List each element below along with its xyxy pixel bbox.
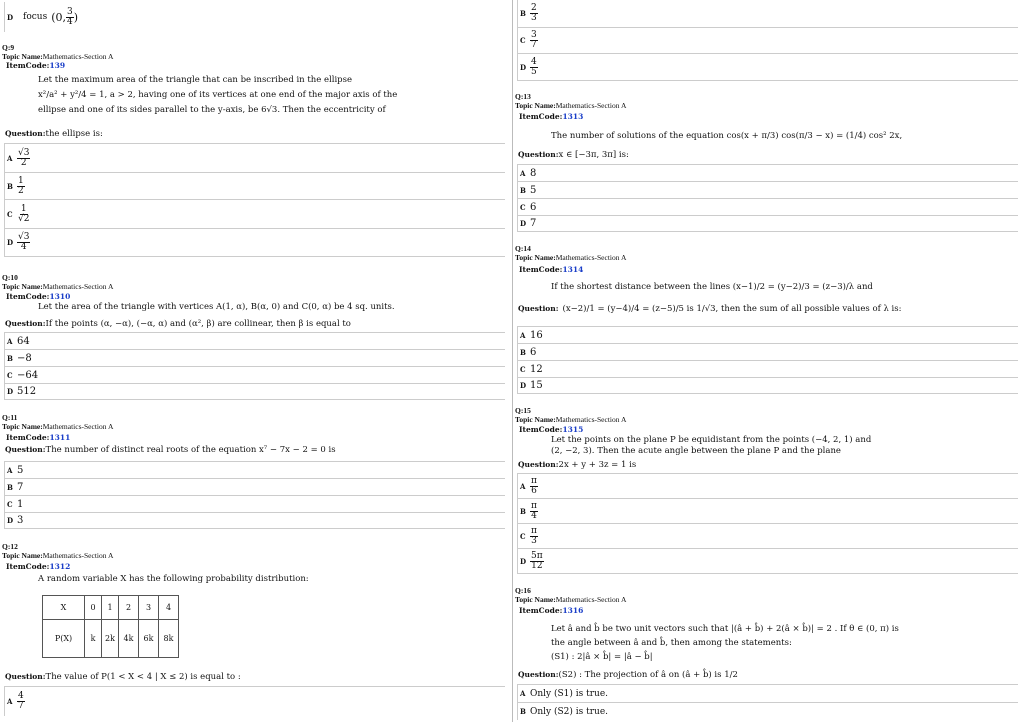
- stem-line: (x−2)/1 = (y−4)/4 = (z−5)/5 is 1/√3, then the sum of all possible values of λ is:: [562, 304, 902, 314]
- option-a[interactable]: [517, 684, 1018, 702]
- question-13: [515, 92, 1018, 160]
- topic-name: Topic Name:Mathematics-Section A: [515, 101, 627, 110]
- question-13-options: [515, 164, 1018, 232]
- table-cell: 4: [159, 596, 179, 620]
- option-letter: A: [520, 168, 526, 178]
- table-cell: 0: [85, 596, 102, 620]
- option-fraction: $\frac{5\pi}{12}$: [531, 550, 543, 571]
- option-text: 512: [17, 386, 37, 397]
- option-fraction: $\frac{2}{3}$: [531, 3, 537, 23]
- question-10: [2, 273, 505, 329]
- option-b[interactable]: [517, 181, 1018, 198]
- question-12-remaining-options: [515, 0, 1018, 81]
- option-c[interactable]: [517, 27, 1018, 53]
- option-a[interactable]: [517, 164, 1018, 181]
- stem-line: The value of P(1 < X < 4 | X ≤ 2) is equal to :: [45, 672, 241, 682]
- stem-line: ellipse and one of its sides parallel to the y-axis, be 6√3. Then the eccentricity of: [38, 105, 386, 115]
- stem-line: Let the area of the triangle with vertices A(1, α), B(α, 0) and C(0, α) be 4 sq. units.: [38, 302, 395, 312]
- option-letter: B: [7, 353, 13, 363]
- option-fraction: $\frac{4}{5}$: [531, 56, 537, 77]
- stem-line: the angle between â and b̂, then among the statements:: [551, 638, 792, 648]
- item-code: ItemCode:1313: [519, 112, 584, 121]
- option-open: (0,: [51, 10, 67, 24]
- option-letter: B: [520, 347, 526, 357]
- option-text: 7: [17, 481, 24, 493]
- option-fraction: $\frac{4}{7}$: [18, 691, 24, 711]
- option-d[interactable]: [517, 377, 1018, 394]
- question-8-tail: [2, 2, 505, 32]
- question-label: Question:: [518, 150, 559, 159]
- item-code: ItemCode:139: [6, 61, 66, 70]
- option-text: Only (S1) is true.: [530, 688, 609, 699]
- option-letter: B: [520, 9, 526, 18]
- option-b[interactable]: [4, 478, 505, 495]
- stem-line: A random variable X has the following probability distribution:: [38, 574, 309, 584]
- option-a[interactable]: [517, 473, 1018, 498]
- option-fraction: $\frac{1}{2}$: [18, 175, 24, 196]
- option-close: ): [73, 10, 79, 24]
- option-text: 6: [530, 346, 537, 358]
- option-letter: D: [520, 381, 527, 390]
- stem-line: the ellipse is:: [45, 129, 103, 139]
- topic-name: Topic Name:Mathematics-Section A: [515, 253, 627, 262]
- option-a[interactable]: [4, 143, 505, 172]
- stem-line: If the shortest distance between the lines (x−1)/2 = (y−2)/3 = (z−3)/λ and: [551, 282, 873, 292]
- option-a[interactable]: [4, 461, 505, 478]
- option-letter: C: [520, 364, 526, 374]
- question-stem: [551, 435, 1011, 457]
- option-letter: B: [520, 506, 526, 516]
- option-text: 64: [17, 335, 30, 347]
- option-fraction: $\frac{\pi}{6}$: [531, 475, 537, 496]
- topic-name: Topic Name:Mathematics-Section A: [515, 595, 627, 604]
- question-label: Question:: [5, 672, 46, 681]
- option-letter: B: [520, 707, 526, 716]
- option-letter: C: [520, 202, 526, 212]
- question-line: [5, 445, 336, 455]
- question-label: Question:: [518, 460, 559, 469]
- option-letter: D: [7, 12, 14, 22]
- option-letter: D: [7, 387, 14, 396]
- option-fraction: $\frac{√3}{4}$: [18, 232, 30, 252]
- option-letter: A: [7, 465, 13, 475]
- option-text: 16: [530, 329, 543, 341]
- question-9: [2, 43, 505, 139]
- option-letter: C: [520, 36, 526, 45]
- option-fraction: $\frac{√3}{2}$: [18, 147, 30, 168]
- option-c[interactable]: [517, 198, 1018, 215]
- table-cell: 3: [139, 596, 159, 620]
- question-stem: [38, 301, 498, 313]
- question-11: [2, 413, 505, 455]
- option-letter: B: [7, 482, 13, 492]
- table-cell: P(X): [43, 620, 85, 658]
- question-number: Q:15: [515, 406, 531, 415]
- option-letter: C: [7, 209, 13, 219]
- stem-line: Let the maximum area of the triangle that can be inscribed in the ellipse: [38, 75, 353, 85]
- option-c[interactable]: [517, 523, 1018, 548]
- question-number: Q:11: [2, 413, 18, 422]
- option-letter: C: [7, 370, 13, 380]
- stem-line: Let the points on the plane P be equidistant from the points (−4, 2, 1) and: [551, 435, 872, 445]
- option-a[interactable]: [517, 326, 1018, 343]
- option-letter: A: [520, 689, 526, 698]
- question-14-options: [515, 326, 1018, 394]
- option-c[interactable]: [517, 360, 1018, 377]
- stem-line: The number of solutions of the equation cos(x + π/3) cos(π/3 − x) = (1/4) cos² 2x,: [551, 131, 903, 141]
- question-line: [5, 319, 351, 329]
- question-16-options: [515, 684, 1018, 720]
- option-letter: C: [520, 531, 526, 541]
- option-letter: B: [7, 181, 13, 191]
- topic-name: Topic Name:Mathematics-Section A: [2, 282, 114, 291]
- option-c[interactable]: [4, 199, 505, 228]
- stem-line: 2x + y + 3z = 1 is: [558, 460, 637, 470]
- topic-name: Topic Name:Mathematics-Section A: [515, 415, 627, 424]
- option-letter: A: [520, 330, 526, 340]
- question-number: Q:14: [515, 244, 531, 253]
- question-stem: [38, 74, 498, 116]
- option-b[interactable]: [517, 0, 1018, 27]
- question-label: Question:: [5, 319, 46, 328]
- option-text: −64: [17, 369, 39, 381]
- question-14: [515, 244, 1018, 314]
- question-stem: [551, 281, 1011, 293]
- probability-table: [42, 595, 179, 658]
- option-fraction: $\frac{\pi}{4}$: [531, 500, 537, 521]
- question-15-options: [515, 473, 1018, 574]
- question-line: [518, 460, 636, 470]
- question-16: [515, 586, 1018, 722]
- table-row: [43, 620, 179, 658]
- question-stem: [38, 573, 498, 585]
- option-text: 8: [530, 167, 537, 179]
- question-label: Question:: [518, 304, 559, 313]
- option-letter: D: [520, 219, 527, 228]
- option-letter: A: [7, 336, 13, 346]
- question-number: Q:9: [2, 43, 15, 52]
- question-12: [2, 542, 505, 722]
- question-number: Q:10: [2, 273, 18, 282]
- option-d[interactable]: [4, 2, 505, 32]
- option-text: focus: [23, 12, 48, 22]
- item-code: ItemCode:1310: [6, 292, 71, 301]
- stem-line: (S2) : The projection of â on (â + b̂) is 1/2: [558, 670, 738, 680]
- option-letter: D: [7, 238, 14, 247]
- question-line: [5, 672, 241, 682]
- question-12-options: [2, 686, 505, 716]
- item-code: ItemCode:1315: [519, 425, 584, 434]
- option-fraction: $\frac{3}{4}$: [67, 6, 73, 27]
- option-d[interactable]: [4, 383, 505, 400]
- option-text: 6: [530, 201, 537, 213]
- option-b[interactable]: [517, 343, 1018, 360]
- option-c[interactable]: [4, 495, 505, 512]
- option-text: 1: [17, 498, 24, 510]
- item-code: ItemCode:1314: [519, 265, 584, 274]
- option-a[interactable]: [4, 686, 505, 716]
- topic-name: Topic Name:Mathematics-Section A: [2, 551, 114, 560]
- table-cell: 8k: [159, 620, 179, 658]
- stem-line: The number of distinct real roots of the equation x⁷ − 7x − 2 = 0 is: [45, 445, 336, 455]
- option-letter: A: [520, 481, 526, 491]
- stem-line: x²/a² + y²/4 = 1, a > 2, having one of its vertices at one end of the major axis of the: [38, 90, 398, 100]
- table-cell: 2: [119, 596, 139, 620]
- question-line: [518, 304, 901, 314]
- option-d[interactable]: [517, 53, 1018, 81]
- question-number: Q:13: [515, 92, 531, 101]
- option-d[interactable]: [4, 228, 505, 257]
- option-text: 5: [530, 184, 537, 196]
- option-letter: C: [7, 499, 13, 509]
- table-cell: k: [85, 620, 102, 658]
- question-line: [518, 150, 629, 160]
- question-stem: [551, 130, 1011, 142]
- question-number: Q:12: [2, 542, 18, 551]
- question-number: Q:16: [515, 586, 531, 595]
- option-fraction: $\frac{3}{7}$: [531, 30, 537, 50]
- option-text: −8: [17, 352, 32, 364]
- question-10-options: [2, 332, 505, 400]
- question-line: [5, 129, 103, 139]
- stem-line: x ∈ [−3π, 3π] is:: [558, 150, 629, 160]
- table-cell: 1: [102, 596, 119, 620]
- table-cell: X: [43, 596, 85, 620]
- option-text: 7: [530, 218, 537, 229]
- option-b[interactable]: [4, 172, 505, 199]
- option-letter: D: [520, 62, 527, 72]
- item-code: ItemCode:1312: [6, 562, 71, 571]
- topic-name: Topic Name:Mathematics-Section A: [2, 422, 114, 431]
- right-column: [512, 0, 1019, 722]
- option-d[interactable]: [517, 215, 1018, 232]
- option-letter: B: [520, 185, 526, 195]
- topic-name: Topic Name:Mathematics-Section A: [2, 52, 114, 61]
- option-letter: A: [7, 697, 13, 706]
- option-letter: A: [7, 153, 13, 163]
- question-label: Question:: [518, 670, 559, 679]
- option-letter: D: [7, 516, 14, 525]
- table-cell: 4k: [119, 620, 139, 658]
- option-d[interactable]: [4, 512, 505, 529]
- stem-line: (2, −2, 3). Then the acute angle between the plane P and the plane: [551, 446, 841, 456]
- option-text: Only (S2) is true.: [530, 706, 609, 717]
- option-letter: D: [520, 556, 527, 566]
- table-row: [43, 596, 179, 620]
- option-b[interactable]: [4, 349, 505, 366]
- option-b[interactable]: [517, 702, 1018, 720]
- option-a[interactable]: [4, 332, 505, 349]
- question-line: [518, 670, 738, 680]
- stem-line: If the points (α, −α), (−α, α) and (α², β) are collinear, then β is equal to: [45, 319, 351, 329]
- option-text: 5: [17, 464, 24, 476]
- table-cell: 6k: [139, 620, 159, 658]
- left-column: [0, 0, 507, 722]
- option-d[interactable]: [517, 548, 1018, 574]
- table-cell: 2k: [102, 620, 119, 658]
- stem-line: Let â and b̂ be two unit vectors such that |(â + b̂) + 2(â × b̂)| = 2 . If θ ∈ (0, π) is: [551, 624, 899, 634]
- option-c[interactable]: [4, 366, 505, 383]
- item-code: ItemCode:1311: [6, 433, 71, 442]
- question-stem: [551, 622, 1011, 664]
- stem-line: (S1) : 2|â × b̂| = |â − b̂|: [551, 652, 653, 662]
- question-11-options: [2, 461, 505, 529]
- question-9-options: [2, 143, 505, 257]
- question-label: Question:: [5, 129, 46, 138]
- question-label: Question:: [5, 445, 46, 454]
- option-b[interactable]: [517, 498, 1018, 523]
- question-15: [515, 406, 1018, 470]
- option-fraction: $\frac{1}{√2}$: [18, 203, 30, 224]
- item-code: ItemCode:1316: [519, 606, 584, 615]
- option-fraction: $\frac{\pi}{3}$: [531, 525, 537, 546]
- option-text: 3: [17, 515, 24, 526]
- option-text: 12: [530, 363, 543, 375]
- option-text: 15: [530, 380, 543, 391]
